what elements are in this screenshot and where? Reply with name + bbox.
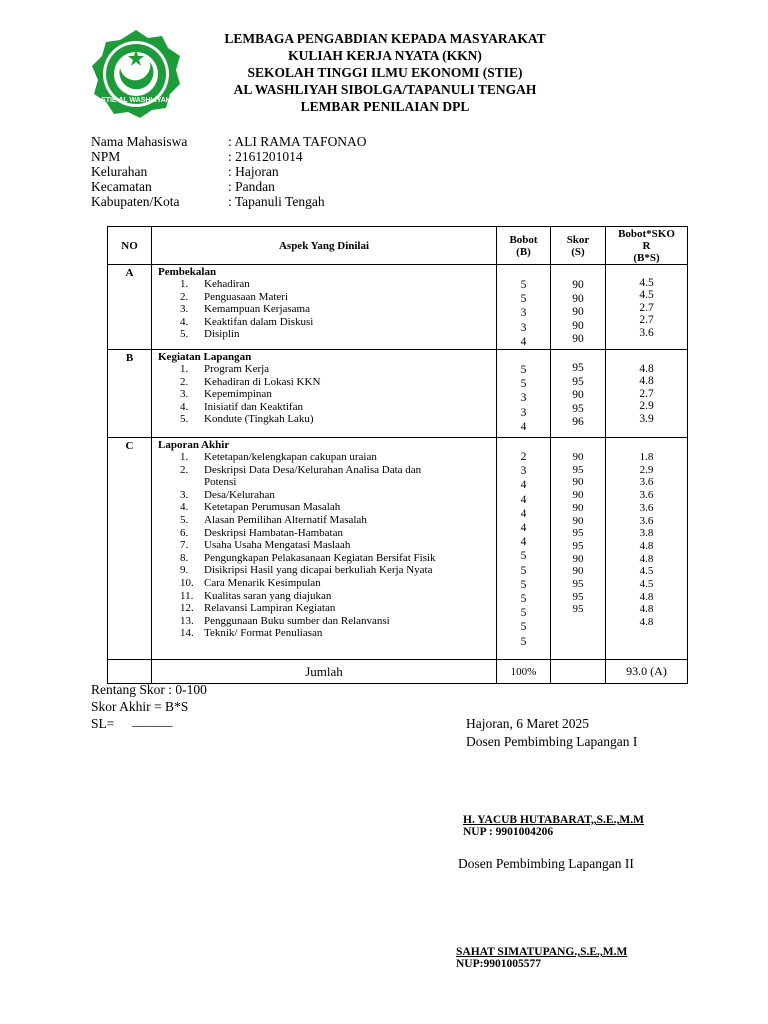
bobot-cell: 5 5 3 3 4 <box>497 265 551 350</box>
skor-cell: 95 95 90 95 96 <box>551 350 606 438</box>
dpl1-nup: NUP : 9901004206 <box>463 826 554 838</box>
header-line-2: KULIAH KERJA NYATA (KKN) <box>288 48 482 63</box>
svg-text:STIE AL WASHLIYAH: STIE AL WASHLIYAH <box>101 97 171 104</box>
dpl2-title: Dosen Pembimbing Lapangan II <box>458 856 634 871</box>
bs-cell: 4.8 4.8 2.7 2.9 3.9 <box>606 350 688 438</box>
list-item: 3. Kepemimpinan <box>180 388 272 401</box>
list-item: 2. Deskripsi Data Desa/Kelurahan Analisa Data dan Potensi <box>180 463 422 489</box>
section-title: Laporan Akhir <box>158 439 230 452</box>
table-row-section-c <box>108 438 688 660</box>
header-line-5: LEMBAR PENILAIAN DPL <box>300 99 470 114</box>
dpl1-signature <box>463 814 644 838</box>
bs-header-line: R <box>642 239 651 252</box>
list-item: 11. Kualitas saran yang diajukan <box>180 589 332 602</box>
section-no: C <box>108 438 152 660</box>
skor-akhir-note: Skor Akhir = B*S <box>91 699 189 714</box>
col-header-aspek: Aspek Yang Dinilai <box>152 227 497 265</box>
list-item: 5. Kondute (Tingkah Laku) <box>180 413 314 426</box>
list-item: 12. Relavansi Lampiran Kegiatan <box>180 602 336 615</box>
section-items <box>152 363 496 426</box>
dpl1-name: H. YACUB HUTABARAT,,S.E.,M.M <box>463 814 644 826</box>
list-item: 5. Alasan Pemilihan Alternatif Masalah <box>180 513 367 526</box>
table-row-section-a <box>108 265 688 350</box>
sl-label: SL= <box>91 716 115 731</box>
list-item: 10. Cara Menarik Kesimpulan <box>180 576 321 589</box>
info-value: : ALI RAMA TAFONAO <box>228 134 367 149</box>
table-header-row <box>108 227 688 265</box>
bobot-cell: 5 5 3 3 4 <box>497 350 551 438</box>
list-item: 1. Ketetapan/kelengkapan cakupan uraian <box>180 451 377 464</box>
col-header-skor: Skor (S) <box>551 227 606 265</box>
dpl2-name: SAHAT SIMATUPANG.,S.E.,M.M <box>456 946 628 958</box>
list-item: 2. Penguasaan Materi <box>180 290 288 303</box>
bobot-cell: 2 3 4 4 4 4 4 5 5 5 5 5 5 5 <box>497 438 551 660</box>
rentang-skor-note: Rentang Skor : 0-100 <box>91 682 207 697</box>
header-line-3: SEKOLAH TINGGI ILMU EKONOMI (STIE) <box>247 65 523 80</box>
footer-empty-cell <box>108 660 152 684</box>
info-label: NPM <box>91 149 121 164</box>
bs-cell: 1.8 2.9 3.6 3.6 3.6 3.6 3.8 4.8 4.8 4.5 4.5 4.8 4.8 4.8 <box>606 438 688 660</box>
list-item: 13. Penggunaan Buku sumber dan Relanvansi <box>180 614 390 627</box>
bs-header-line: Bobot*SKO <box>618 227 675 240</box>
list-item: 1. Program Kerja <box>180 363 270 376</box>
list-item: 4. Keaktifan dalam Diskusi <box>180 315 314 328</box>
section-title: Pembekalan <box>158 266 217 278</box>
list-item: 8. Pengungkapan Pelakasanaan Kegiatan Bersifat Fisik <box>180 551 436 564</box>
dpl2-signature <box>456 946 627 970</box>
section-title: Kegiatan Lapangan <box>158 351 252 364</box>
list-item: 6. Deskripsi Hambatan-Hambatan <box>180 526 343 539</box>
section-items <box>152 451 496 640</box>
list-item: 2. Kehadiran di Lokasi KKN <box>180 375 321 388</box>
info-value: : Pandan <box>228 179 275 194</box>
section-aspects <box>152 350 497 438</box>
skor-cell: 90 90 90 90 90 <box>551 265 606 350</box>
section-aspects <box>152 265 497 350</box>
dpl1-title: Dosen Pembimbing Lapangan I <box>466 734 638 749</box>
bs-cell: 4.5 4.5 2.7 2.7 3.6 <box>606 265 688 350</box>
place-date: Hajoran, 6 Maret 2025 <box>466 716 589 731</box>
col-header-bs <box>606 227 688 265</box>
section-no: B <box>108 350 152 438</box>
list-item: 14. Teknik/ Format Penuliasan <box>180 627 323 640</box>
info-label: Kabupaten/Kota <box>91 194 180 209</box>
footer-label: Jumlah <box>152 660 497 684</box>
info-label: Kelurahan <box>91 164 148 179</box>
footer-bobot-total: 100% <box>497 660 551 684</box>
info-value: : 2161201014 <box>228 149 303 164</box>
info-value: : Tapanuli Tengah <box>228 194 325 209</box>
footer-bs-total: 93.0 (A) <box>606 660 688 684</box>
info-label: Nama Mahasiswa <box>91 134 188 149</box>
table-footer-row <box>108 660 688 684</box>
section-no: A <box>108 265 152 350</box>
info-value: : Hajoran <box>228 164 279 179</box>
list-item: 1. Kehadiran <box>180 278 250 290</box>
dpl2-nup: NUP:9901005577 <box>456 958 541 970</box>
list-item: 9. Disikripsi Hasil yang dicapai berkuliah Kerja Nyata <box>180 564 433 577</box>
header-line-4: AL WASHLIYAH SIBOLGA/TAPANULI TENGAH <box>233 82 537 97</box>
assessment-table <box>107 226 688 684</box>
section-items <box>152 278 496 341</box>
list-item: 4. Ketetapan Perumusan Masalah <box>180 501 341 514</box>
table-row-section-b <box>108 350 688 438</box>
list-item: 5. Disiplin <box>180 328 240 341</box>
bs-header-line: (B*S) <box>633 251 660 264</box>
info-label: Kecamatan <box>91 179 152 194</box>
col-header-no: NO <box>108 227 152 265</box>
list-item: 4. Inisiatif dan Keaktifan <box>180 400 303 413</box>
skor-cell: 90 95 90 90 90 90 95 95 90 90 95 95 95 <box>551 438 606 660</box>
list-item: 7. Usaha Usaha Mengatasi Maslaah <box>180 539 351 552</box>
sl-value: ______ <box>132 713 173 728</box>
footer-empty-cell <box>551 660 606 684</box>
list-item: 3. Desa/Kelurahan <box>180 488 275 501</box>
list-item: 3. Kemampuan Kerjasama <box>180 303 310 316</box>
section-aspects <box>152 438 497 660</box>
col-header-bobot: Bobot (B) <box>497 227 551 265</box>
header-line-1: LEMBAGA PENGABDIAN KEPADA MASYARAKAT <box>224 31 546 46</box>
